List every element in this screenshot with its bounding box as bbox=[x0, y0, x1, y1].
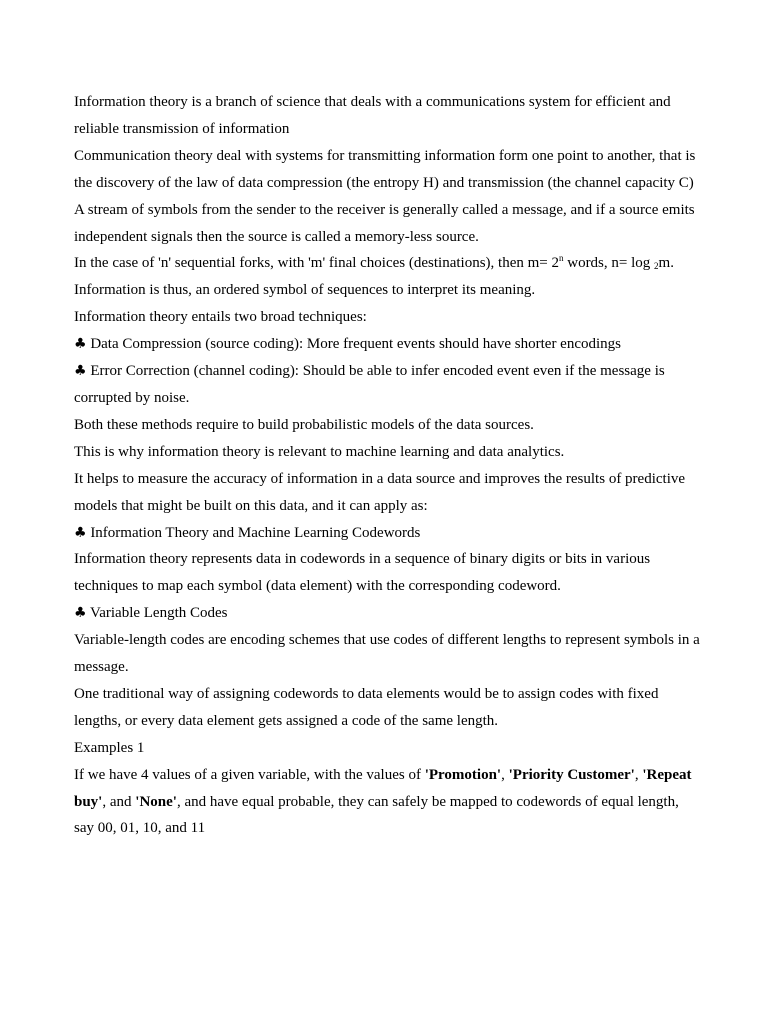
paragraph-formula bbox=[74, 250, 700, 277]
text-run: m. bbox=[658, 255, 674, 272]
paragraph: Information theory is a branch of science that deals with a communications system for efficient and reliable transmission of information bbox=[74, 94, 671, 137]
example-heading: Examples 1 bbox=[74, 739, 145, 756]
text-run: words, n= log bbox=[563, 255, 655, 272]
paragraph: Information theory represents data in codewords in a sequence of binary digits or bits in various techniques to map each symbol (data element) with the corresponding codeword. bbox=[74, 551, 651, 595]
bullet-text: Variable Length Codes bbox=[86, 605, 228, 622]
bullet-text: Error Correction (channel coding): Should be able to infer encoded event even if the message is corrupted by noise. bbox=[74, 363, 665, 406]
paragraph: Both these methods require to build probabilistic models of the data sources. bbox=[74, 416, 534, 433]
text-run: , and have equal probable, they can safely be mapped to codewords of equal length, say 00, 01, 10, and 11 bbox=[74, 793, 679, 837]
subscript: 2 bbox=[654, 261, 659, 272]
club-suit-icon: ♣ bbox=[74, 336, 87, 353]
value-none: 'None' bbox=[135, 793, 177, 810]
paragraph: One traditional way of assigning codewords to data elements would be to assign codes with fixed lengths, or every data element gets assigned a code of the same length. bbox=[74, 685, 659, 729]
separator: , bbox=[634, 766, 643, 783]
club-suit-icon: ♣ bbox=[74, 524, 87, 541]
paragraph: A stream of symbols from the sender to the receiver is generally called a message, and if a source emits independent signals then the source is called a memory-less source. bbox=[74, 201, 695, 245]
paragraph: It helps to measure the accuracy of information in a data source and improves the results of predictive models that might be built on this data, and it can apply as: bbox=[74, 470, 686, 514]
text-run: If we have 4 values of a given variable, with the values of bbox=[74, 766, 425, 783]
bullet-text: Information Theory and Machine Learning Codewords bbox=[86, 524, 421, 541]
value-repeat-buy: 'Repeat buy' bbox=[74, 766, 692, 810]
paragraph-example bbox=[74, 762, 700, 843]
value-priority-customer: 'Priority Customer' bbox=[508, 766, 635, 783]
paragraph: Variable-length codes are encoding schemes that use codes of different lengths to represent symbols in a message. bbox=[74, 632, 700, 676]
separator: , and bbox=[102, 793, 136, 810]
club-suit-icon: ♣ bbox=[74, 363, 87, 380]
document-body bbox=[74, 89, 700, 842]
superscript: n bbox=[558, 253, 564, 264]
value-promotion: 'Promotion' bbox=[424, 766, 502, 783]
bullet-item bbox=[74, 331, 700, 358]
bullet-item bbox=[74, 520, 700, 547]
paragraph: Information is thus, an ordered symbol of sequences to interpret its meaning. bbox=[74, 282, 536, 299]
paragraph: Information theory entails two broad techniques: bbox=[74, 309, 367, 326]
club-suit-icon: ♣ bbox=[74, 605, 87, 622]
bullet-item bbox=[74, 600, 700, 627]
bullet-item bbox=[74, 358, 700, 412]
text-run: In the case of 'n' sequential forks, with 'm' final choices (destinations), then m= 2 bbox=[74, 255, 559, 272]
paragraph: Communication theory deal with systems for transmitting information form one point to another, that is the discovery of the law of data compression (the entropy H) and transmission (the channel capacity C) bbox=[74, 147, 696, 191]
separator: , bbox=[501, 766, 509, 783]
bullet-text: Data Compression (source coding): More frequent events should have shorter encodings bbox=[86, 336, 622, 353]
paragraph: This is why information theory is relevant to machine learning and data analytics. bbox=[74, 443, 565, 460]
